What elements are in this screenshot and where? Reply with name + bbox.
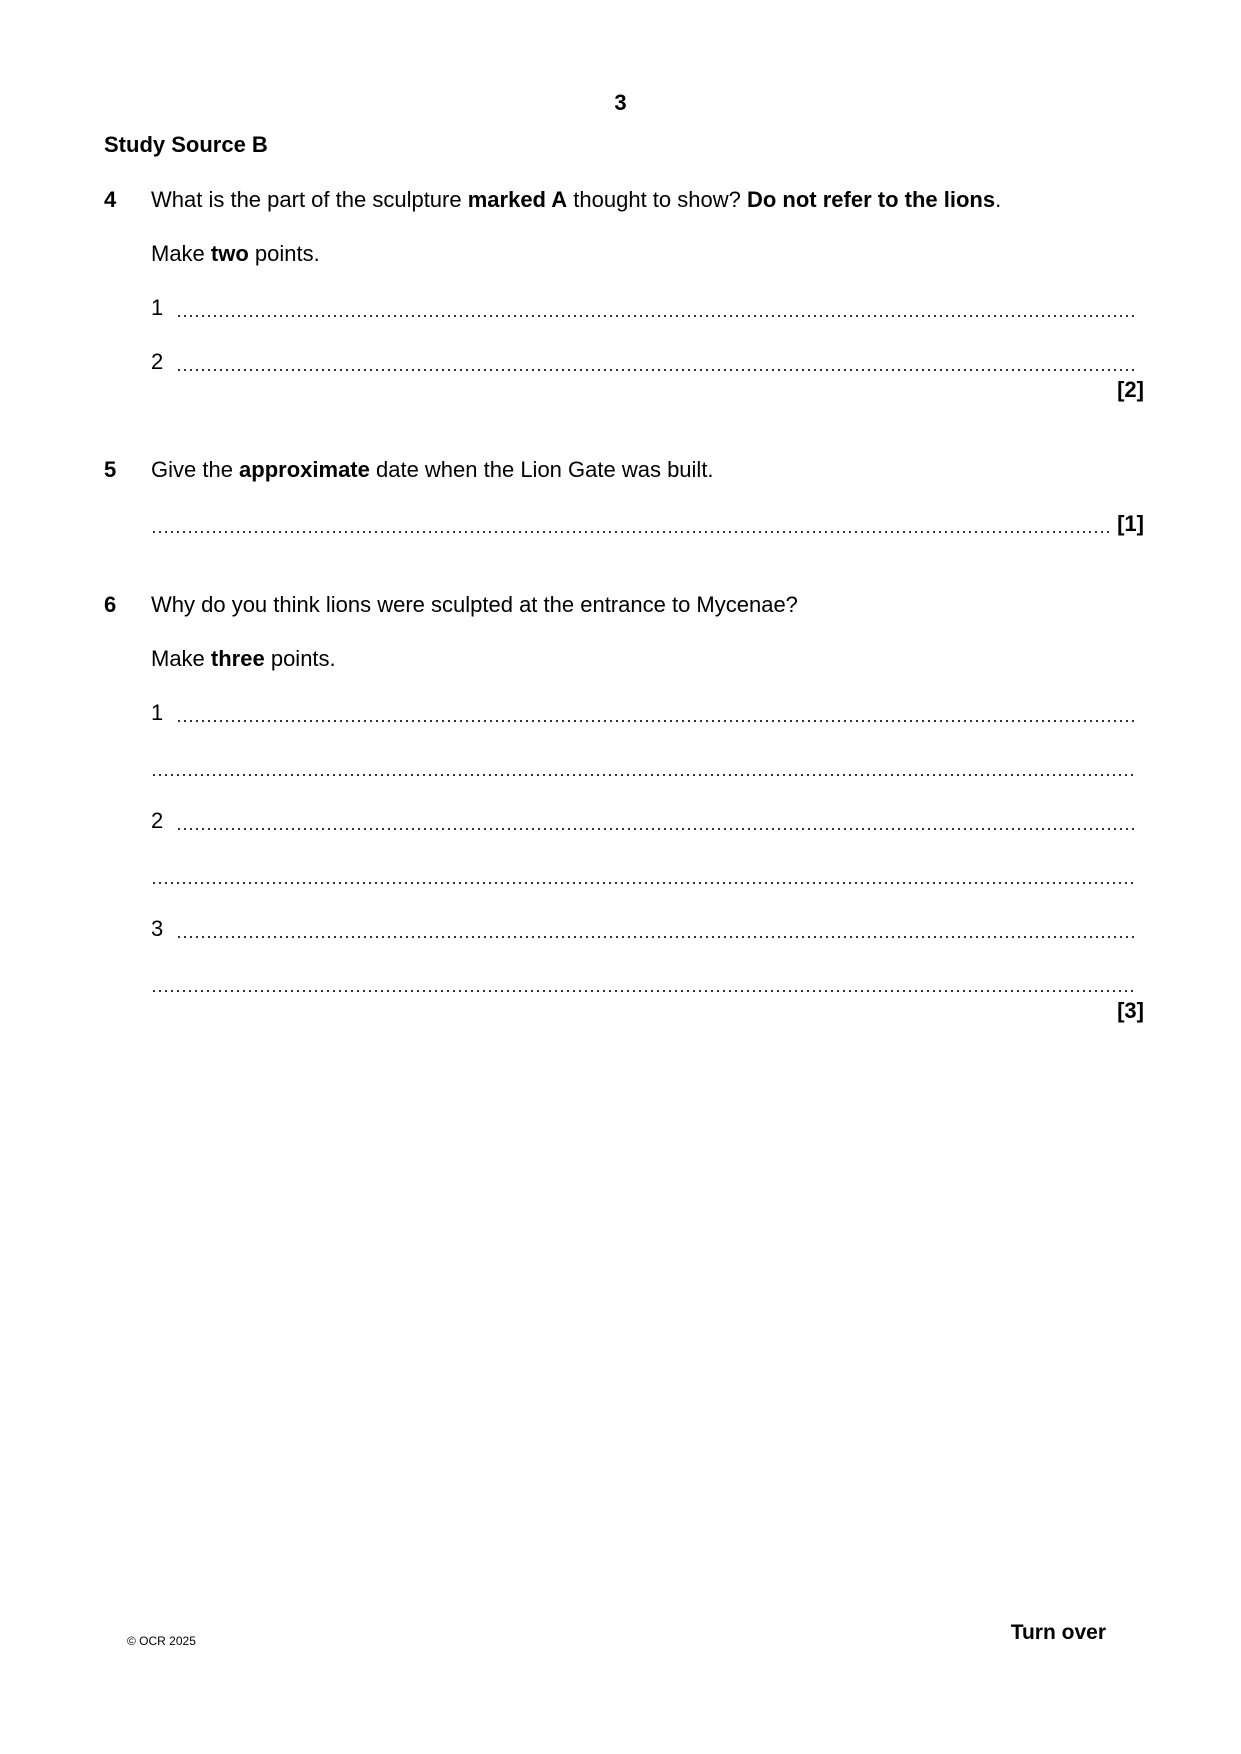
question-6-marks: [3] (1117, 998, 1144, 1023)
question-4-text: What is the part of the sculpture marked A thought to show? Do not refer to the lions. (151, 187, 1002, 212)
question-4-marks: [2] (1117, 377, 1144, 402)
question-6-text: Why do you think lions were sculpted at the entrance to Mycenae? (151, 592, 798, 617)
question-4-answer-line-2[interactable] (151, 349, 1136, 375)
question-5-text: Give the approximate date when the Lion Gate was built. (151, 457, 714, 482)
question-6-answer-line-1-continued[interactable] (151, 754, 1136, 780)
question-6-answer-line-3[interactable] (151, 916, 1136, 942)
dotted-line (176, 295, 1136, 321)
page-number: 3 (614, 90, 627, 115)
dotted-line (151, 970, 1136, 996)
section-heading: Study Source B (104, 132, 268, 157)
question-5-answer-line[interactable] (151, 511, 1144, 537)
question-6-number: 6 (104, 592, 117, 617)
dotted-line (151, 511, 1111, 537)
question-4-answer-line-1[interactable] (151, 295, 1136, 321)
answer-label: 1 (151, 295, 164, 320)
dotted-line (151, 862, 1136, 888)
question-4-number: 4 (104, 187, 117, 212)
dotted-line (176, 808, 1136, 834)
question-4-instruction: Make two points. (151, 241, 320, 266)
copyright-notice: © OCR 2025 (127, 1634, 196, 1648)
question-6-answer-line-2-continued[interactable] (151, 862, 1136, 888)
turn-over-label: Turn over (1010, 1621, 1106, 1644)
question-6-answer-line-1[interactable] (151, 700, 1136, 726)
question-5-number: 5 (104, 457, 117, 482)
dotted-line (176, 916, 1136, 942)
question-6-answer-line-3-continued[interactable] (151, 970, 1136, 996)
dotted-line (151, 754, 1136, 780)
dotted-line (176, 349, 1136, 375)
answer-label: 2 (151, 349, 164, 374)
answer-label: 3 (151, 916, 164, 941)
question-6-instruction: Make three points. (151, 646, 336, 671)
answer-label: 1 (151, 700, 164, 725)
question-6-answer-line-2[interactable] (151, 808, 1136, 834)
answer-label: 2 (151, 808, 164, 833)
question-5-marks: [1] (1117, 511, 1144, 536)
dotted-line (176, 700, 1136, 726)
